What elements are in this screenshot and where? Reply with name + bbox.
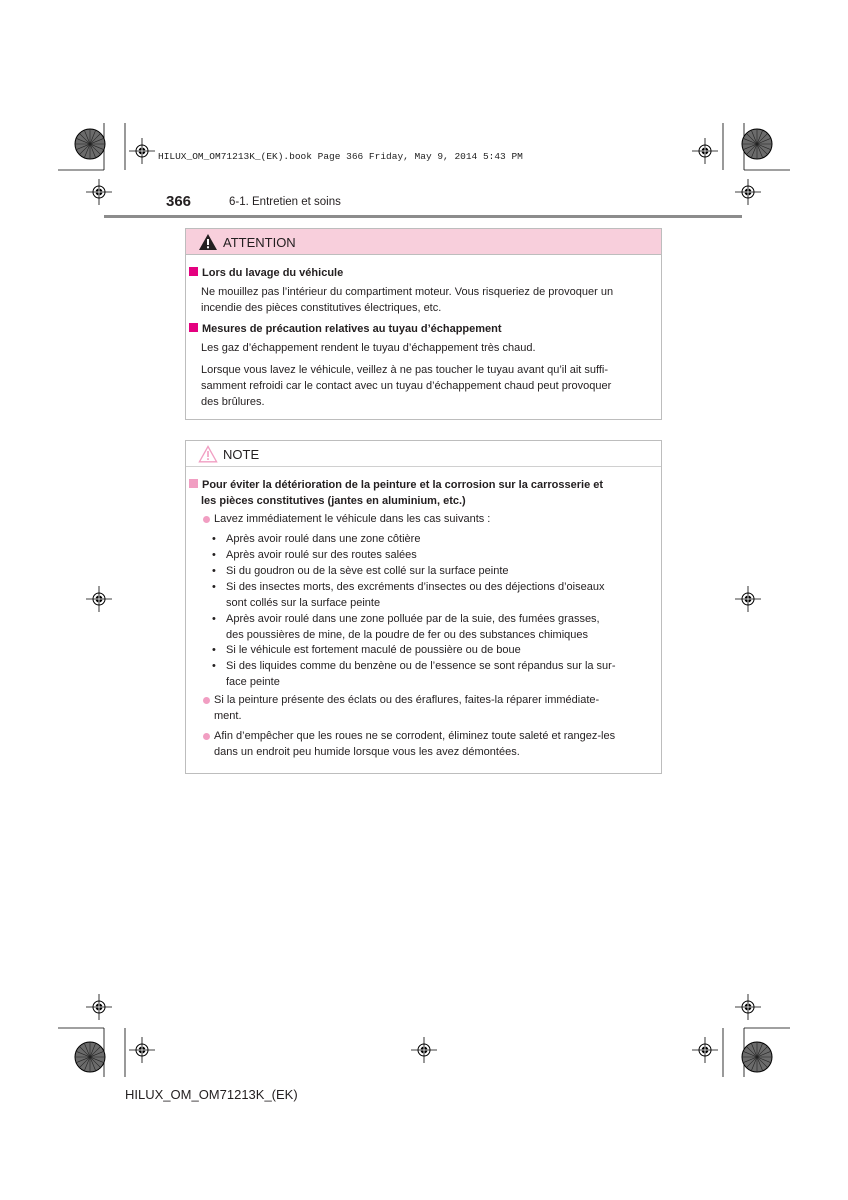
note-title-line1: Pour éviter la détérioration de la peinture et la corrosion sur la carrosserie et bbox=[189, 477, 655, 493]
attention-block2-para1: Les gaz d’échappement rendent le tuyau d’échappement très chaud. bbox=[201, 342, 536, 354]
square-bullet-icon bbox=[189, 479, 198, 488]
attention-block2-p2-line2: samment refroidi car le contact avec un tuyau d’échappement chaud peut provoquer bbox=[201, 380, 612, 392]
attention-header bbox=[186, 229, 661, 255]
note-item2-line1: Si la peinture présente des éclats ou des éraflures, faites-la réparer immédiate- bbox=[214, 694, 600, 706]
square-bullet-icon bbox=[189, 323, 198, 332]
attention-label: ATTENTION bbox=[223, 235, 296, 250]
attention-block2-p2-line3: des brûlures. bbox=[201, 396, 265, 408]
attention-block1-line1: Ne mouillez pas l’intérieur du compartiment moteur. Vous risqueriez de provoquer un bbox=[201, 286, 614, 298]
attention-box bbox=[185, 228, 662, 420]
list-item: • Après avoir roulé dans une zone côtière bbox=[212, 533, 421, 545]
note-item2-line2: ment. bbox=[214, 710, 242, 722]
warning-triangle-icon bbox=[198, 233, 218, 251]
list-item: • Après avoir roulé dans une zone polluée par de la suie, des fumées grasses, bbox=[212, 613, 600, 625]
list-item-continued: face peinte bbox=[226, 676, 280, 688]
section-title: 6-1. Entretien et soins bbox=[229, 196, 341, 208]
circle-bullet-icon bbox=[203, 733, 210, 740]
list-item: • Si du goudron ou de la sève est collé sur la surface peinte bbox=[212, 565, 509, 577]
square-bullet-icon bbox=[189, 267, 198, 276]
attention-block2-p2-line1: Lorsque vous lavez le véhicule, veillez à ne pas toucher le tuyau avant qu’il ait suffi- bbox=[201, 364, 609, 376]
page-number: 366 bbox=[166, 193, 192, 210]
note-triangle-icon bbox=[198, 445, 218, 463]
note-label: NOTE bbox=[223, 447, 260, 462]
circle-bullet-icon bbox=[203, 516, 210, 523]
note-item3-line2: dans un endroit peu humide lorsque vous les avez démontées. bbox=[214, 746, 520, 758]
list-item: • Si le véhicule est fortement maculé de poussière ou de boue bbox=[212, 644, 521, 656]
header-rule bbox=[104, 215, 742, 218]
note-box bbox=[185, 440, 662, 774]
note-title-line2: les pièces constitutives (jantes en aluminium, etc.) bbox=[201, 495, 466, 507]
note-intro: Lavez immédiatement le véhicule dans les cas suivants : bbox=[214, 513, 491, 525]
attention-block1-title: Lors du lavage du véhicule bbox=[189, 265, 343, 281]
list-item-continued: des poussières de mine, de la poudre de fer ou des substances chimiques bbox=[226, 629, 588, 641]
list-item: • Après avoir roulé sur des routes salées bbox=[212, 549, 417, 561]
footer-code: HILUX_OM_OM71213K_(EK) bbox=[125, 1087, 298, 1102]
list-item: • Si des insectes morts, des excréments d’insectes ou des déjections d’oiseaux bbox=[212, 581, 605, 593]
circle-bullet-icon bbox=[203, 697, 210, 704]
note-header bbox=[186, 441, 661, 467]
attention-block2-title: Mesures de précaution relatives au tuyau d’échappement bbox=[189, 321, 502, 337]
list-item-continued: sont collés sur la surface peinte bbox=[226, 597, 381, 609]
book-info-line: HILUX_OM_OM71213K_(EK).book Page 366 Friday, May 9, 2014 5:43 PM bbox=[158, 151, 523, 162]
attention-block1-line2: incendie des pièces constitutives électriques, etc. bbox=[201, 302, 442, 314]
list-item: • Si des liquides comme du benzène ou de l’essence se sont répandus sur la sur- bbox=[212, 660, 616, 672]
note-item3-line1: Afin d’empêcher que les roues ne se corrodent, éliminez toute saleté et rangez-les bbox=[214, 730, 616, 742]
